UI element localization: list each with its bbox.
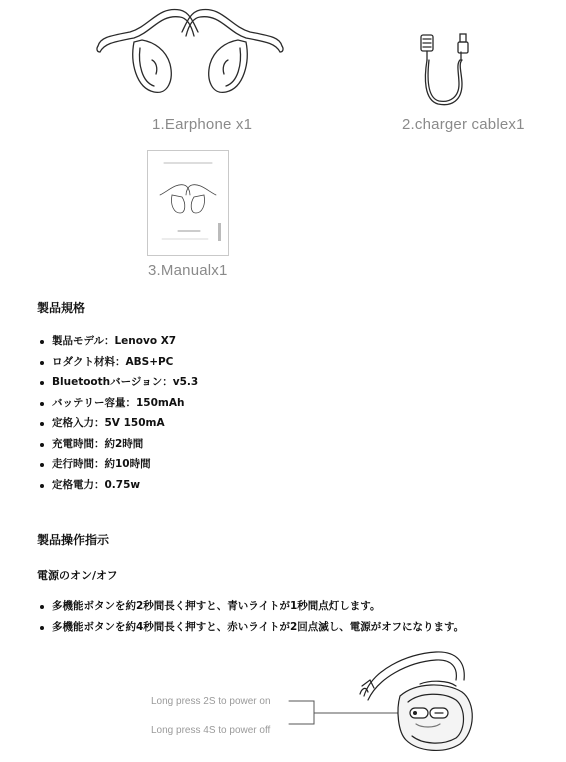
manual-image [147,150,229,256]
button-diagram [280,640,480,758]
manual-icon [148,151,228,255]
spec-item-model: 製品モデル：Lenovo X7 [37,331,198,352]
charger-cable-image [418,30,488,110]
item-caption-earphone: 1.Earphone x1 [152,116,253,133]
earphone-image [90,2,290,110]
spec-item-power: 定格電力：0.75w [37,475,198,496]
charger-cable-icon [418,30,488,110]
item-caption-manual: 3.Manualx1 [148,262,228,279]
spec-item-bluetooth: Bluetoothバージョン：v5.3 [37,372,198,393]
spec-item-material: ロダクト材料：ABS+PC [37,352,198,373]
label-power-on: Long press 2S to power on [151,696,271,707]
earphone-icon [90,2,290,110]
spec-item-input: 定格入力：5V 150mA [37,413,198,434]
power-subheading: 電源のオン/オフ [37,569,118,582]
operation-item-power-off: 多機能ボタンを約4秒間長く押すと、赤いライトが2回点滅し、電源がオフになります。 [37,617,464,638]
specs-list [37,331,198,495]
spec-item-charge-time: 充電時間：約2時間 [37,434,198,455]
spec-item-run-time: 走行時間：約10時間 [37,454,198,475]
item-caption-charger-cable: 2.charger cablex1 [402,116,525,133]
earphone-button-icon [280,640,480,758]
operation-item-power-on: 多機能ボタンを約2秒間長く押すと、青いライトが1秒間点灯します。 [37,596,464,617]
operation-list [37,596,464,638]
label-power-off: Long press 4S to power off [151,725,271,736]
specs-heading: 製品規格 [37,301,86,315]
spec-item-battery: バッテリー容量：150mAh [37,393,198,414]
operation-heading: 製品操作指示 [37,533,110,547]
